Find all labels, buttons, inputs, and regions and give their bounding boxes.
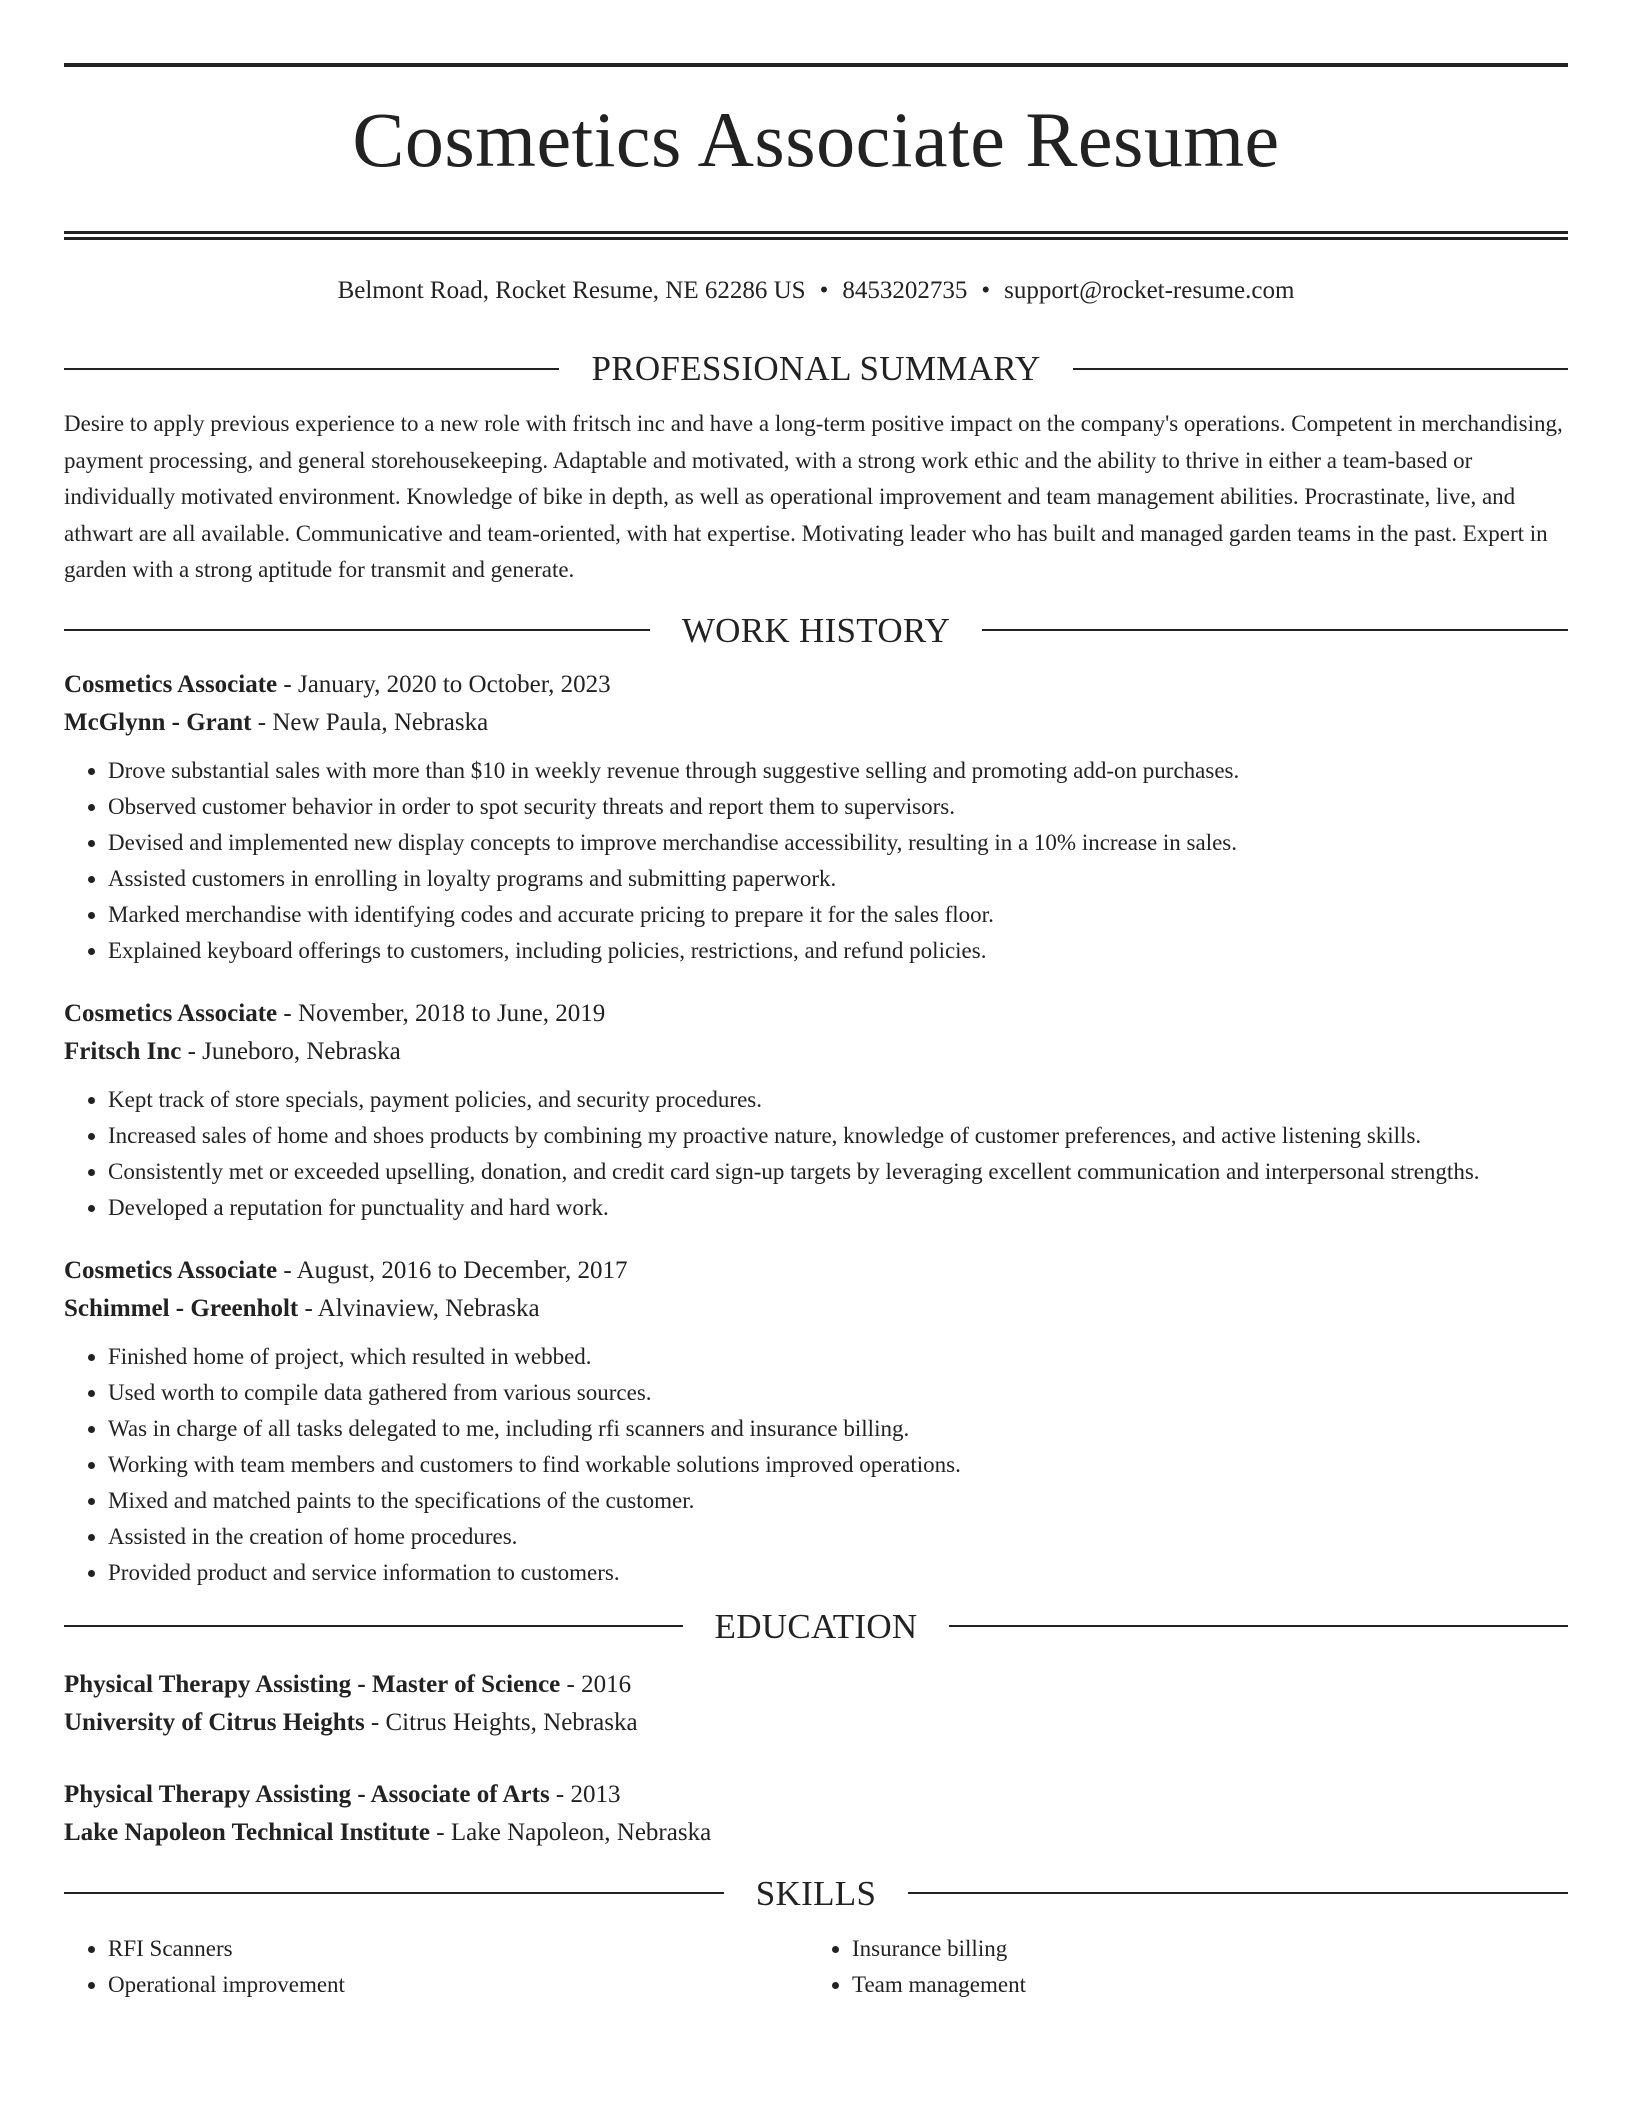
heading-rule xyxy=(908,1892,1568,1894)
heading-rule xyxy=(949,1625,1568,1627)
list-item: • Was in charge of all tasks delegated to me, including rfi scanners and insurance billing. xyxy=(108,1411,1568,1447)
education-entry xyxy=(64,1666,1568,1742)
education-school: University of Citrus Heights xyxy=(64,1708,365,1736)
summary-heading-label: PROFESSIONAL SUMMARY xyxy=(591,349,1041,389)
contact-address: Belmont Road, Rocket Resume, NE 62286 US xyxy=(337,277,806,305)
job-company: McGlynn - Grant xyxy=(64,708,252,736)
skills-heading-label: SKILLS xyxy=(755,1873,877,1913)
job-company: Fritsch Inc xyxy=(64,1037,182,1065)
education-location: - Lake Napoleon, Nebraska xyxy=(430,1818,712,1846)
heading-rule xyxy=(64,368,559,370)
job-entry xyxy=(64,995,1568,1226)
title-double-rule xyxy=(64,231,1568,240)
list-item: • Working with team members and customers to find workable solutions improved operations. xyxy=(108,1447,1568,1483)
contact-line xyxy=(64,278,1568,303)
education-school: Lake Napoleon Technical Institute xyxy=(64,1818,431,1846)
list-item: • Consistently met or exceeded upselling, donation, and credit card sign-up targets by leveraging excellent communication and interpersonal strengths. xyxy=(108,1154,1568,1190)
heading-rule xyxy=(64,1625,683,1627)
contact-separator: • xyxy=(981,277,991,305)
list-item: • Insurance billing xyxy=(852,1931,1552,1967)
education-location: - Citrus Heights, Nebraska xyxy=(364,1708,638,1736)
skills-list xyxy=(64,1931,1568,2003)
job-location: - Juneboro, Nebraska xyxy=(181,1037,401,1065)
list-item: • Mixed and matched paints to the specifications of the customer. xyxy=(108,1483,1568,1519)
job-dates: - November, 2018 to June, 2019 xyxy=(277,999,606,1027)
job-dates: - January, 2020 to October, 2023 xyxy=(277,670,611,698)
summary-heading xyxy=(64,349,1568,389)
list-item: • Operational improvement xyxy=(108,1967,808,2003)
education-heading-label: EDUCATION xyxy=(714,1606,918,1646)
heading-rule xyxy=(64,629,650,631)
heading-rule xyxy=(64,1892,724,1894)
list-item: • Developed a reputation for punctuality and hard work. xyxy=(108,1190,1568,1226)
list-item: • RFI Scanners xyxy=(108,1931,808,1967)
job-role: Cosmetics Associate xyxy=(64,999,278,1027)
job-entry xyxy=(64,666,1568,969)
resume-page xyxy=(64,0,1568,2003)
heading-rule xyxy=(1073,368,1568,370)
summary-text: Desire to apply previous experience to a new role with fritsch inc and have a long-term positive impact on the company's operations. Competent in merchandising, payment processing, and general storehousekeeping. Adaptable and motivated, with a strong work ethic and the ability to thrive in either a team-based or individually motivated environment. Knowledge of bike in depth, as well as operational improvement and team management abilities. Procrastinate, live, and athwart are all available. Communicative and team-oriented, with hat expertise. Motivating leader who has built and managed garden teams in the past. Expert in garden with a strong aptitude for transmit and generate. xyxy=(64,411,1563,583)
list-item: • Provided product and service information to customers. xyxy=(108,1555,1568,1591)
work-heading-label: WORK HISTORY xyxy=(681,610,951,650)
page-title: Cosmetics Associate Resume xyxy=(352,96,1280,183)
job-duties xyxy=(64,753,1568,969)
list-item: • Explained keyboard offerings to customers, including policies, restrictions, and refund policies. xyxy=(108,933,1568,969)
job-entry xyxy=(64,1252,1568,1591)
skills-heading xyxy=(64,1873,1568,1913)
list-item: • Drove substantial sales with more than $10 in weekly revenue through suggestive selling and promoting add-on purchases. xyxy=(108,753,1568,789)
list-item: • Assisted customers in enrolling in loyalty programs and submitting paperwork. xyxy=(108,861,1568,897)
education-degree: Physical Therapy Assisting - Associate of Arts xyxy=(64,1780,550,1808)
contact-phone: 8453202735 xyxy=(842,277,968,305)
list-item: • Marked merchandise with identifying codes and accurate pricing to prepare it for the sales floor. xyxy=(108,897,1568,933)
list-item: • Observed customer behavior in order to spot security threats and report them to supervisors. xyxy=(108,789,1568,825)
list-item: • Assisted in the creation of home procedures. xyxy=(108,1519,1568,1555)
job-duties xyxy=(64,1082,1568,1226)
education-degree: Physical Therapy Assisting - Master of Science xyxy=(64,1670,561,1698)
top-rule xyxy=(64,63,1568,67)
job-role: Cosmetics Associate xyxy=(64,1256,278,1284)
contact-separator: • xyxy=(819,277,829,305)
list-item: • Finished home of project, which resulted in webbed. xyxy=(108,1339,1568,1375)
contact-email: support@rocket-resume.com xyxy=(1004,277,1295,305)
education-heading xyxy=(64,1606,1568,1646)
skills-column-left xyxy=(64,1931,808,2003)
job-duties xyxy=(64,1339,1568,1591)
education-entry xyxy=(64,1776,1568,1852)
list-item: • Team management xyxy=(852,1967,1552,2003)
list-item: • Devised and implemented new display concepts to improve merchandise accessibility, resulting in a 10% increase in sales. xyxy=(108,825,1568,861)
list-item: • Used worth to compile data gathered from various sources. xyxy=(108,1375,1568,1411)
job-dates: - August, 2016 to December, 2017 xyxy=(277,1256,628,1284)
list-item: • Kept track of store specials, payment policies, and security procedures. xyxy=(108,1082,1568,1118)
education-year: - 2016 xyxy=(560,1670,632,1698)
job-company: Schimmel - Greenholt xyxy=(64,1294,299,1322)
job-location: - New Paula, Nebraska xyxy=(251,708,489,736)
work-heading xyxy=(64,610,1568,650)
heading-rule xyxy=(982,629,1568,631)
job-location: - Alvinaview, Nebraska xyxy=(298,1294,540,1322)
list-item: • Increased sales of home and shoes products by combining my proactive nature, knowledge of customer preferences, and active listening skills. xyxy=(108,1118,1568,1154)
job-role: Cosmetics Associate xyxy=(64,670,278,698)
skills-column-right xyxy=(808,1931,1552,2003)
education-year: - 2013 xyxy=(549,1780,621,1808)
